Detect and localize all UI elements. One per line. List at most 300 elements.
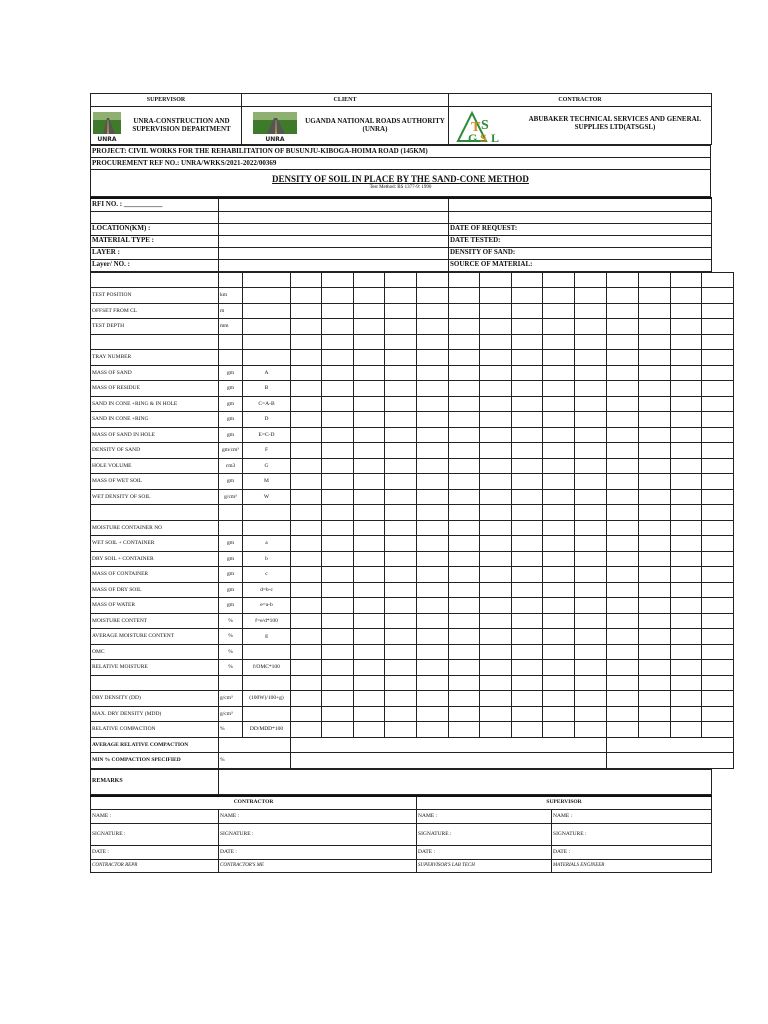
name-field-4[interactable]: NAME : [552,809,712,823]
value-cell[interactable] [512,319,543,335]
signature-field-1[interactable]: SIGNATURE : [91,823,219,845]
value-cell[interactable] [639,427,671,443]
value-cell[interactable] [671,489,702,505]
value-cell[interactable] [575,427,607,443]
value-cell[interactable] [512,474,543,490]
value-cell[interactable] [417,613,449,629]
value-cell[interactable] [291,319,322,335]
value-cell[interactable] [385,427,417,443]
value-cell[interactable] [575,536,607,552]
value-cell[interactable] [702,644,734,660]
value-cell[interactable] [322,536,354,552]
value-cell[interactable] [417,520,449,536]
value-cell[interactable] [480,319,512,335]
value-cell[interactable] [449,443,480,459]
value-cell[interactable] [639,288,671,304]
value-cell[interactable] [322,396,354,412]
value-cell[interactable] [543,412,575,428]
value-cell[interactable] [291,737,607,753]
value-cell[interactable] [354,427,385,443]
value-cell[interactable] [354,303,385,319]
value-cell[interactable] [449,691,480,707]
value-cell[interactable] [512,443,543,459]
value-cell[interactable] [417,319,449,335]
value-cell[interactable] [385,489,417,505]
value-cell[interactable] [417,489,449,505]
value-cell[interactable] [607,737,734,753]
value-cell[interactable] [702,319,734,335]
value-cell[interactable] [575,613,607,629]
source-material-field[interactable]: SOURCE OF MATERIAL: [449,259,712,271]
value-cell[interactable] [385,706,417,722]
value-cell[interactable] [322,303,354,319]
value-cell[interactable] [480,427,512,443]
value-cell[interactable] [322,458,354,474]
value-cell[interactable] [512,567,543,583]
value-cell[interactable] [322,706,354,722]
value-cell[interactable] [543,582,575,598]
value-cell[interactable] [291,644,322,660]
value-cell[interactable] [543,567,575,583]
value-cell[interactable] [575,458,607,474]
value-cell[interactable] [480,381,512,397]
value-cell[interactable] [607,691,639,707]
value-cell[interactable] [291,551,322,567]
value-cell[interactable] [543,598,575,614]
value-cell[interactable] [639,489,671,505]
value-cell[interactable] [449,319,480,335]
value-cell[interactable] [385,536,417,552]
value-cell[interactable] [671,396,702,412]
value-cell[interactable] [639,722,671,738]
value-cell[interactable] [417,660,449,676]
value-cell[interactable] [417,350,449,366]
value-cell[interactable] [671,319,702,335]
value-cell[interactable] [575,489,607,505]
value-cell[interactable] [417,582,449,598]
value-cell[interactable] [702,412,734,428]
value-cell[interactable] [449,536,480,552]
value-cell[interactable] [480,722,512,738]
value-cell[interactable] [607,536,639,552]
value-cell[interactable] [291,660,322,676]
value-cell[interactable] [480,551,512,567]
value-cell[interactable] [417,443,449,459]
value-cell[interactable] [449,582,480,598]
value-cell[interactable] [480,458,512,474]
value-cell[interactable] [671,474,702,490]
value-cell[interactable] [607,350,639,366]
value-cell[interactable] [322,660,354,676]
value-cell[interactable] [291,381,322,397]
value-cell[interactable] [607,722,639,738]
value-cell[interactable] [449,474,480,490]
value-cell[interactable] [543,303,575,319]
value-cell[interactable] [449,381,480,397]
value-cell[interactable] [543,350,575,366]
value-cell[interactable] [291,536,322,552]
value-cell[interactable] [291,412,322,428]
value-cell[interactable] [639,303,671,319]
value-cell[interactable] [512,629,543,645]
value-cell[interactable] [543,458,575,474]
value-cell[interactable] [639,536,671,552]
value-cell[interactable] [385,396,417,412]
value-cell[interactable] [354,660,385,676]
value-cell[interactable] [639,629,671,645]
value-cell[interactable] [291,722,322,738]
value-cell[interactable] [291,303,322,319]
value-cell[interactable] [385,613,417,629]
value-cell[interactable] [354,598,385,614]
date-field-1[interactable]: DATE : [91,845,219,859]
value-cell[interactable] [322,567,354,583]
value-cell[interactable] [449,598,480,614]
value-cell[interactable] [417,536,449,552]
value-cell[interactable] [639,350,671,366]
value-cell[interactable] [607,288,639,304]
value-cell[interactable] [322,365,354,381]
value-cell[interactable] [449,489,480,505]
value-cell[interactable] [702,474,734,490]
value-cell[interactable] [322,350,354,366]
remarks-field[interactable] [219,769,712,794]
value-cell[interactable] [639,443,671,459]
value-cell[interactable] [385,691,417,707]
value-cell[interactable] [671,365,702,381]
value-cell[interactable] [480,598,512,614]
value-cell[interactable] [671,629,702,645]
value-cell[interactable] [512,365,543,381]
value-cell[interactable] [702,567,734,583]
value-cell[interactable] [385,443,417,459]
value-cell[interactable] [671,303,702,319]
value-cell[interactable] [291,520,322,536]
value-cell[interactable] [702,303,734,319]
value-cell[interactable] [671,722,702,738]
value-cell[interactable] [449,350,480,366]
value-cell[interactable] [639,691,671,707]
value-cell[interactable] [385,474,417,490]
value-cell[interactable] [639,319,671,335]
value-cell[interactable] [543,706,575,722]
value-cell[interactable] [291,427,322,443]
value-cell[interactable] [607,319,639,335]
value-cell[interactable] [575,629,607,645]
value-cell[interactable] [385,458,417,474]
value-cell[interactable] [322,691,354,707]
value-cell[interactable] [607,365,639,381]
value-cell[interactable] [575,644,607,660]
value-cell[interactable] [322,288,354,304]
value-cell[interactable] [671,567,702,583]
value-cell[interactable] [671,691,702,707]
value-cell[interactable] [512,722,543,738]
value-cell[interactable] [543,381,575,397]
value-cell[interactable] [449,303,480,319]
value-cell[interactable] [512,412,543,428]
value-cell[interactable] [512,613,543,629]
value-cell[interactable] [480,536,512,552]
value-cell[interactable] [702,350,734,366]
value-cell[interactable] [291,598,322,614]
value-cell[interactable] [702,706,734,722]
value-cell[interactable] [702,722,734,738]
value-cell[interactable] [449,458,480,474]
value-cell[interactable] [385,722,417,738]
value-cell[interactable] [671,551,702,567]
value-cell[interactable] [354,551,385,567]
value-cell[interactable] [480,644,512,660]
value-cell[interactable] [702,551,734,567]
value-cell[interactable] [417,567,449,583]
value-cell[interactable] [417,412,449,428]
value-cell[interactable] [354,474,385,490]
value-cell[interactable] [607,598,639,614]
value-cell[interactable] [575,303,607,319]
value-cell[interactable] [639,598,671,614]
value-cell[interactable] [702,613,734,629]
value-cell[interactable] [291,474,322,490]
value-cell[interactable] [322,629,354,645]
value-cell[interactable] [575,350,607,366]
value-cell[interactable] [322,489,354,505]
value-cell[interactable] [354,629,385,645]
value-cell[interactable] [512,458,543,474]
value-cell[interactable] [354,722,385,738]
value-cell[interactable] [671,706,702,722]
value-cell[interactable] [702,660,734,676]
value-cell[interactable] [480,582,512,598]
value-cell[interactable] [322,427,354,443]
value-cell[interactable] [291,396,322,412]
value-cell[interactable] [354,365,385,381]
value-cell[interactable] [639,551,671,567]
value-cell[interactable] [480,350,512,366]
value-cell[interactable] [512,644,543,660]
location-field[interactable]: LOCATION(KM) : [91,223,219,235]
value-cell[interactable] [702,365,734,381]
value-cell[interactable] [322,644,354,660]
value-cell[interactable] [354,350,385,366]
value-cell[interactable] [417,365,449,381]
value-cell[interactable] [480,660,512,676]
value-cell[interactable] [702,458,734,474]
value-cell[interactable] [291,691,322,707]
value-cell[interactable] [607,582,639,598]
value-cell[interactable] [322,613,354,629]
value-cell[interactable] [480,706,512,722]
date-field-4[interactable]: DATE : [552,845,712,859]
value-cell[interactable] [480,412,512,428]
value-cell[interactable] [291,706,322,722]
value-cell[interactable] [607,644,639,660]
value-cell[interactable] [354,613,385,629]
value-cell[interactable] [543,722,575,738]
value-cell[interactable] [385,582,417,598]
value-cell[interactable] [671,458,702,474]
value-cell[interactable] [480,303,512,319]
value-cell[interactable] [702,489,734,505]
value-cell[interactable] [512,396,543,412]
value-cell[interactable] [354,288,385,304]
value-cell[interactable] [607,381,639,397]
value-cell[interactable] [354,319,385,335]
value-cell[interactable] [575,567,607,583]
value-cell[interactable] [291,629,322,645]
value-cell[interactable] [449,520,480,536]
value-cell[interactable] [702,520,734,536]
value-cell[interactable] [512,536,543,552]
value-cell[interactable] [354,691,385,707]
value-cell[interactable] [639,706,671,722]
value-cell[interactable] [322,598,354,614]
value-cell[interactable] [639,567,671,583]
value-cell[interactable] [417,706,449,722]
value-cell[interactable] [639,660,671,676]
value-cell[interactable] [607,458,639,474]
value-cell[interactable] [385,319,417,335]
value-cell[interactable] [480,567,512,583]
value-cell[interactable] [575,319,607,335]
layer-no-field[interactable]: Layer/ NO. : [91,259,219,271]
value-cell[interactable] [449,660,480,676]
date-request-field[interactable]: DATE OF REQUEST: [449,223,712,235]
value-cell[interactable] [417,381,449,397]
value-cell[interactable] [385,598,417,614]
value-cell[interactable] [575,365,607,381]
value-cell[interactable] [671,350,702,366]
value-cell[interactable] [671,660,702,676]
value-cell[interactable] [480,489,512,505]
value-cell[interactable] [543,536,575,552]
value-cell[interactable] [607,489,639,505]
value-cell[interactable] [575,582,607,598]
value-cell[interactable] [385,520,417,536]
value-cell[interactable] [480,443,512,459]
value-cell[interactable] [575,288,607,304]
value-cell[interactable] [607,753,734,769]
value-cell[interactable] [385,350,417,366]
value-cell[interactable] [607,474,639,490]
value-cell[interactable] [385,660,417,676]
value-cell[interactable] [449,288,480,304]
value-cell[interactable] [607,629,639,645]
value-cell[interactable] [671,412,702,428]
value-cell[interactable] [512,598,543,614]
material-type-field[interactable]: MATERIAL TYPE : [91,235,219,247]
value-cell[interactable] [385,629,417,645]
value-cell[interactable] [671,536,702,552]
value-cell[interactable] [512,288,543,304]
value-cell[interactable] [385,381,417,397]
value-cell[interactable] [702,443,734,459]
value-cell[interactable] [449,365,480,381]
value-cell[interactable] [354,489,385,505]
value-cell[interactable] [449,613,480,629]
value-cell[interactable] [449,706,480,722]
value-cell[interactable] [385,551,417,567]
value-cell[interactable] [385,644,417,660]
value-cell[interactable] [607,567,639,583]
value-cell[interactable] [385,412,417,428]
value-cell[interactable] [543,474,575,490]
value-cell[interactable] [291,458,322,474]
value-cell[interactable] [607,427,639,443]
value-cell[interactable] [354,396,385,412]
date-tested-field[interactable]: DATE TESTED: [449,235,712,247]
value-cell[interactable] [354,536,385,552]
value-cell[interactable] [322,551,354,567]
signature-field-2[interactable]: SIGNATURE : [219,823,417,845]
value-cell[interactable] [417,551,449,567]
value-cell[interactable] [575,598,607,614]
value-cell[interactable] [607,412,639,428]
value-cell[interactable] [417,474,449,490]
value-cell[interactable] [512,350,543,366]
value-cell[interactable] [291,288,322,304]
value-cell[interactable] [702,427,734,443]
value-cell[interactable] [543,660,575,676]
value-cell[interactable] [671,644,702,660]
value-cell[interactable] [385,303,417,319]
value-cell[interactable] [543,520,575,536]
value-cell[interactable] [575,412,607,428]
value-cell[interactable] [575,691,607,707]
value-cell[interactable] [322,443,354,459]
value-cell[interactable] [671,582,702,598]
value-cell[interactable] [543,691,575,707]
name-field-2[interactable]: NAME : [219,809,417,823]
value-cell[interactable] [639,474,671,490]
value-cell[interactable] [575,706,607,722]
value-cell[interactable] [385,567,417,583]
value-cell[interactable] [639,458,671,474]
value-cell[interactable] [607,396,639,412]
value-cell[interactable] [543,319,575,335]
value-cell[interactable] [322,520,354,536]
value-cell[interactable] [480,396,512,412]
value-cell[interactable] [512,551,543,567]
value-cell[interactable] [449,722,480,738]
value-cell[interactable] [639,582,671,598]
value-cell[interactable] [417,644,449,660]
name-field-1[interactable]: NAME : [91,809,219,823]
value-cell[interactable] [702,396,734,412]
value-cell[interactable] [607,303,639,319]
value-cell[interactable] [543,629,575,645]
value-cell[interactable] [607,520,639,536]
value-cell[interactable] [322,381,354,397]
value-cell[interactable] [354,520,385,536]
value-cell[interactable] [543,551,575,567]
value-cell[interactable] [575,520,607,536]
value-cell[interactable] [449,629,480,645]
value-cell[interactable] [417,303,449,319]
value-cell[interactable] [543,613,575,629]
value-cell[interactable] [322,582,354,598]
value-cell[interactable] [480,613,512,629]
value-cell[interactable] [417,722,449,738]
value-cell[interactable] [480,520,512,536]
value-cell[interactable] [543,288,575,304]
value-cell[interactable] [354,567,385,583]
value-cell[interactable] [480,474,512,490]
value-cell[interactable] [512,706,543,722]
value-cell[interactable] [543,644,575,660]
value-cell[interactable] [607,443,639,459]
value-cell[interactable] [354,412,385,428]
